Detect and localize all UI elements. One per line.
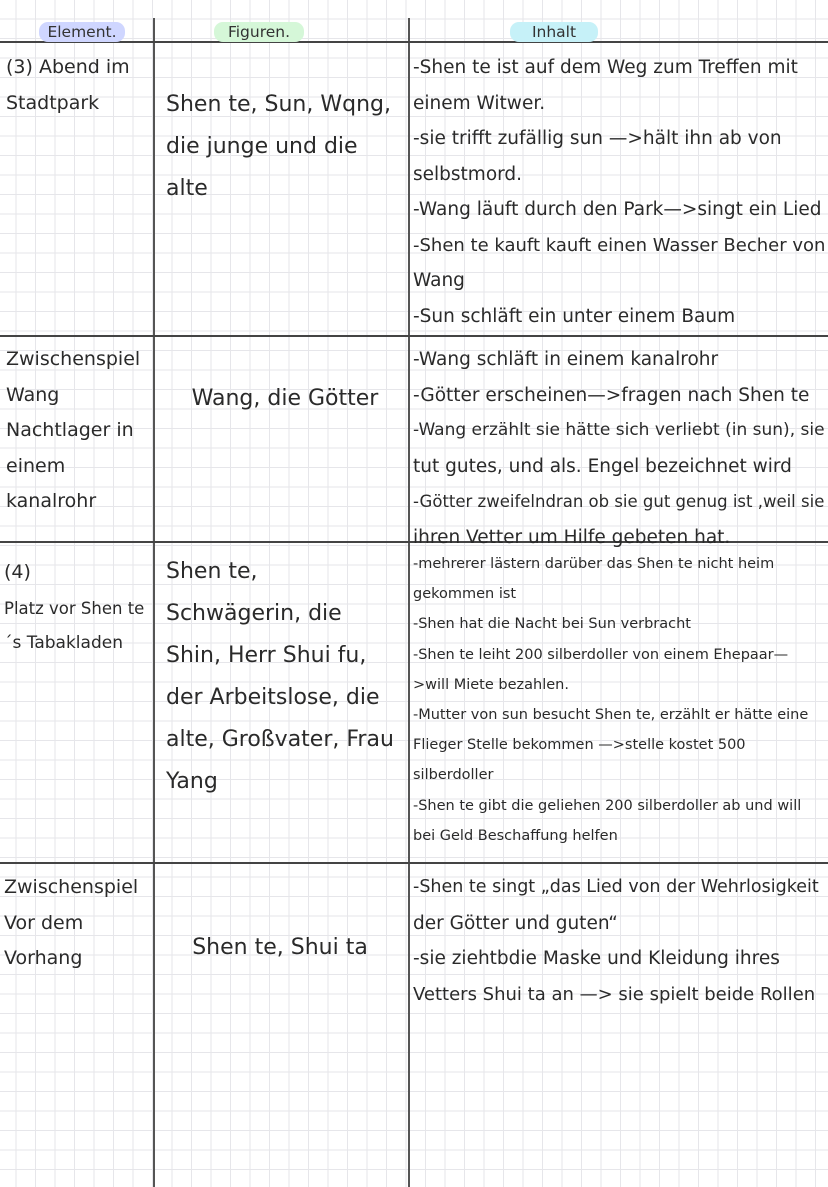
row-3-inhalt-line: bei Geld Beschaffung helfen [413,827,618,844]
row-2-element-line: Nachtlager in [6,419,134,441]
row-divider-1 [0,335,828,337]
row-1-inhalt-line: -Shen te ist auf dem Weg zum Treffen mit [413,57,798,78]
row-3-element-line: (4) [4,561,31,583]
row-1-figuren-line: die junge und die [166,134,358,159]
row-1-figuren [166,84,404,210]
row-3-inhalt-line: >will Miete bezahlen. [413,676,569,693]
row-1-inhalt-line: -Shen te kauft kauft einen Wasser Becher von [413,234,826,256]
row-3-inhalt-line: Flieger Stelle bekommen —>stelle kostet 500 [413,737,746,754]
header-element: Element. [39,22,125,42]
row-3-inhalt-line: -Shen te gibt die geliehen 200 silberdoller ab und will [413,797,802,814]
row-3-figuren-line: der Arbeitslose, die [166,685,380,710]
row-1-inhalt-line: selbstmord. [413,163,523,185]
row-1-inhalt-line: -Wang läuft durch den Park—>singt ein Lied [413,199,822,220]
row-4-inhalt [413,870,825,1012]
row-3-inhalt-line: -Mutter von sun besucht Shen te, erzählt er hätte eine [413,707,809,724]
row-2-element-line: kanalrohr [6,490,97,512]
row-4-inhalt-line: -sie ziehtbdie Maske und Kleidung ihres [413,948,780,969]
header-inhalt: Inhalt [510,22,598,42]
row-3-element-line: ´s Tabakladen [4,633,123,653]
row-1-figuren-line: alte [166,176,208,201]
column-divider-left [153,18,155,1187]
row-3-inhalt [413,549,825,851]
row-2-inhalt-line: ihren Vetter um Hilfe gebeten hat. [413,526,731,548]
row-1-figuren-line: Shen te, Sun, Wqng, [166,92,391,117]
row-2-inhalt-line: -Götter zweifelndran ob sie gut genug ist ,weil sie [413,492,825,511]
row-2-figuren [170,379,400,419]
row-3-inhalt-line: silberdoller [413,767,494,784]
row-3-inhalt-line: -Shen hat die Nacht bei Sun verbracht [413,616,691,633]
row-1-element-line: (3) Abend im [6,56,130,78]
row-4-element-line: Zwischenspiel [4,876,139,898]
row-4-figuren [162,928,398,968]
header-rule [0,41,828,43]
row-3-figuren-line: Shen te, [166,559,258,584]
row-4-inhalt-line: der Götter und guten“ [413,912,618,934]
row-1-inhalt-line: -sie trifft zufällig sun —>hält ihn ab von [413,128,782,149]
row-2-element-line: einem [6,454,66,477]
row-2-element-line: Zwischenspiel [6,348,141,370]
row-1-inhalt-line: -Sun schläft ein unter einem Baum [413,305,736,327]
row-4-figuren-line: Shen te, Shui ta [192,935,368,960]
row-3-figuren-line: alte, Großvater, Frau [166,727,394,752]
row-3-figuren [166,551,404,803]
row-1-element-line: Stadtpark [6,91,100,114]
row-3-figuren-line: Yang [166,769,218,794]
row-3-element [4,555,148,662]
row-divider-3 [0,862,828,864]
row-3-figuren-line: Schwägerin, die [166,601,342,626]
row-2-element [6,342,150,520]
row-2-inhalt-line: -Götter erscheinen—>fragen nach Shen te [413,384,810,406]
row-2-inhalt-line: -Wang schläft in einem kanalrohr [413,349,719,370]
row-1-inhalt [413,50,825,334]
row-4-element-line: Vorhang [4,947,83,969]
row-4-element-line: Vor dem [4,911,84,934]
column-divider-right [408,18,410,1187]
row-1-inhalt-line: einem Witwer. [413,92,546,114]
row-2-inhalt [413,342,825,555]
row-3-inhalt-line: -Shen te leiht 200 silberdoller von einem Ehepaar— [413,646,789,663]
row-4-inhalt-line: Vetters Shui ta an —> sie spielt beide Rollen [413,983,816,1005]
row-2-element-line: Wang [6,383,60,406]
row-4-inhalt-line: -Shen te singt „das Lied von der Wehrlosigkeit [413,877,819,897]
row-1-element [6,50,150,121]
row-3-figuren-line: Shin, Herr Shui fu, [166,643,367,668]
row-2-inhalt-line: -Wang erzählt sie hätte sich verliebt (in sun), sie [413,420,825,440]
row-3-element-line: Platz vor Shen te [4,598,145,618]
row-4-element [4,870,148,977]
row-3-inhalt-line: gekommen ist [413,586,517,603]
row-2-figuren-line: Wang, die Götter [191,386,379,411]
row-2-inhalt-line: tut gutes, und als. Engel bezeichnet wird [413,455,792,477]
row-3-inhalt-line: -mehrerer lästern darüber das Shen te nicht heim [413,556,775,572]
row-1-inhalt-line: Wang [413,270,465,291]
header-figuren: Figuren. [214,22,304,42]
